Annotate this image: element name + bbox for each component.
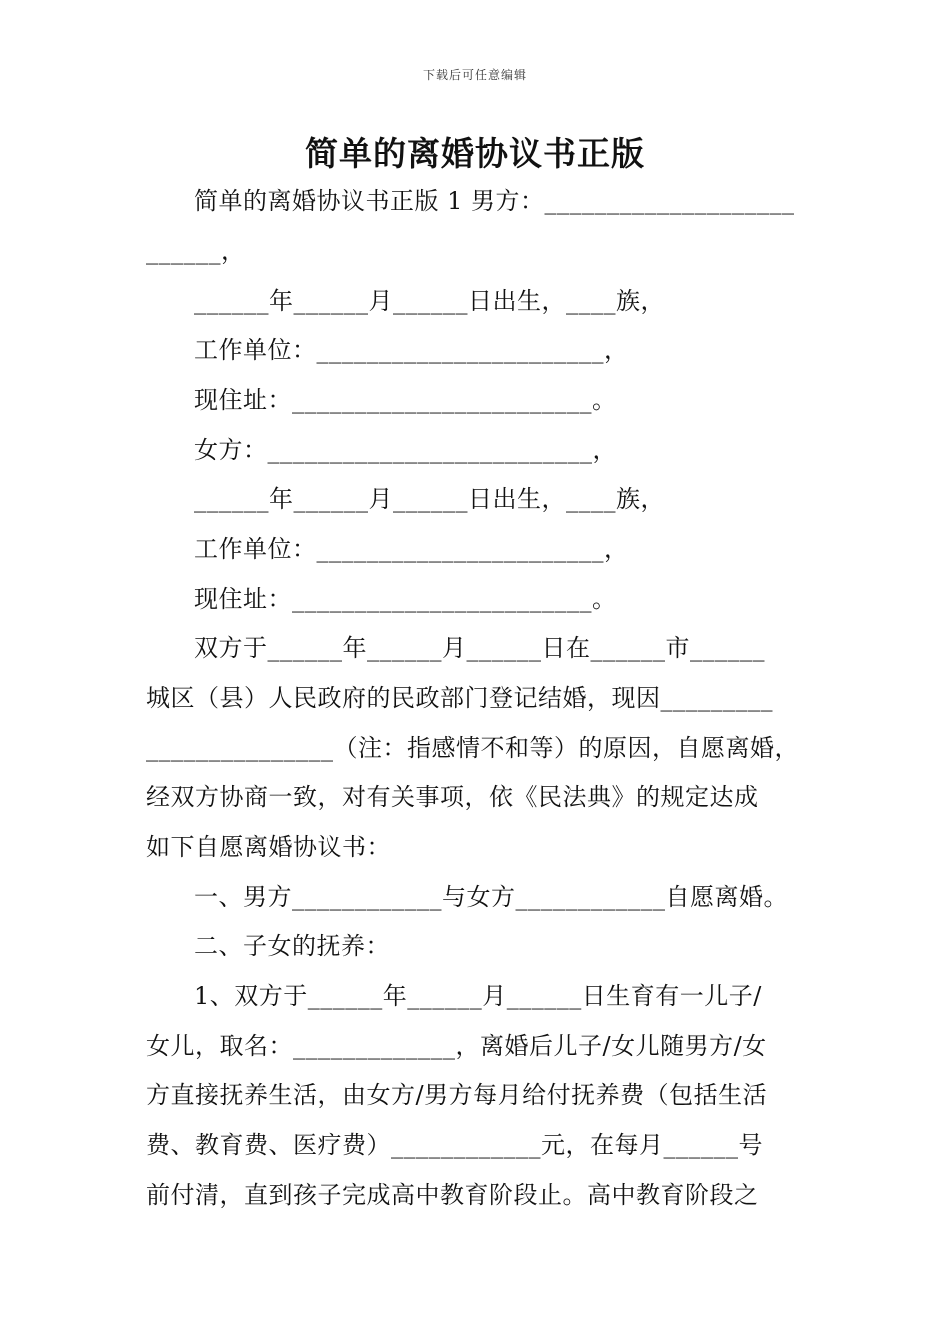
text-line: ______， xyxy=(146,237,246,265)
text-line: 女儿，取名：_____________，离婚后儿子/女儿随男方/女 xyxy=(146,1032,767,1060)
text-line: 双方于______年______月______日在______市______ xyxy=(194,634,765,662)
text-line: ______年______月______日出生，____族， xyxy=(194,287,665,315)
text-line: 如下自愿离婚协议书： xyxy=(146,833,391,861)
text-line: ______年______月______日出生，____族， xyxy=(194,485,665,513)
text-line: _______________（注：指感情不和等）的原因，自愿离婚， xyxy=(146,734,799,762)
text-line: 城区（县）人民政府的民政部门登记结婚，现因_________ xyxy=(146,684,773,712)
text-line: 经双方协商一致，对有关事项，依《民法典》的规定达成 xyxy=(146,783,759,811)
header-note: 下载后可任意编辑 xyxy=(422,68,527,82)
document-title: 简单的离婚协议书正版 xyxy=(305,134,645,173)
text-line: 女方：__________________________， xyxy=(194,436,617,464)
text-line: 方直接抚养生活，由女方/男方每月给付抚养费（包括生活 xyxy=(146,1081,768,1109)
text-line: 现住址：________________________。 xyxy=(194,585,617,613)
text-line: 工作单位：_______________________， xyxy=(194,336,629,364)
text-line: 二、子女的抚养： xyxy=(194,932,390,960)
text-line: 费、教育费、医疗费）____________元，在每月______号 xyxy=(146,1131,763,1159)
text-line: 1、双方于______年______月______日生育有一儿子/ xyxy=(194,982,762,1010)
text-line: 一、男方____________与女方____________自愿离婚。 xyxy=(194,883,788,911)
text-line: 简单的离婚协议书正版 1 男方：____________________ xyxy=(194,187,795,215)
text-line: 前付清，直到孩子完成高中教育阶段止。高中教育阶段之 xyxy=(146,1181,759,1209)
text-line: 现住址：________________________。 xyxy=(194,386,617,414)
text-line: 工作单位：_______________________， xyxy=(194,535,629,563)
